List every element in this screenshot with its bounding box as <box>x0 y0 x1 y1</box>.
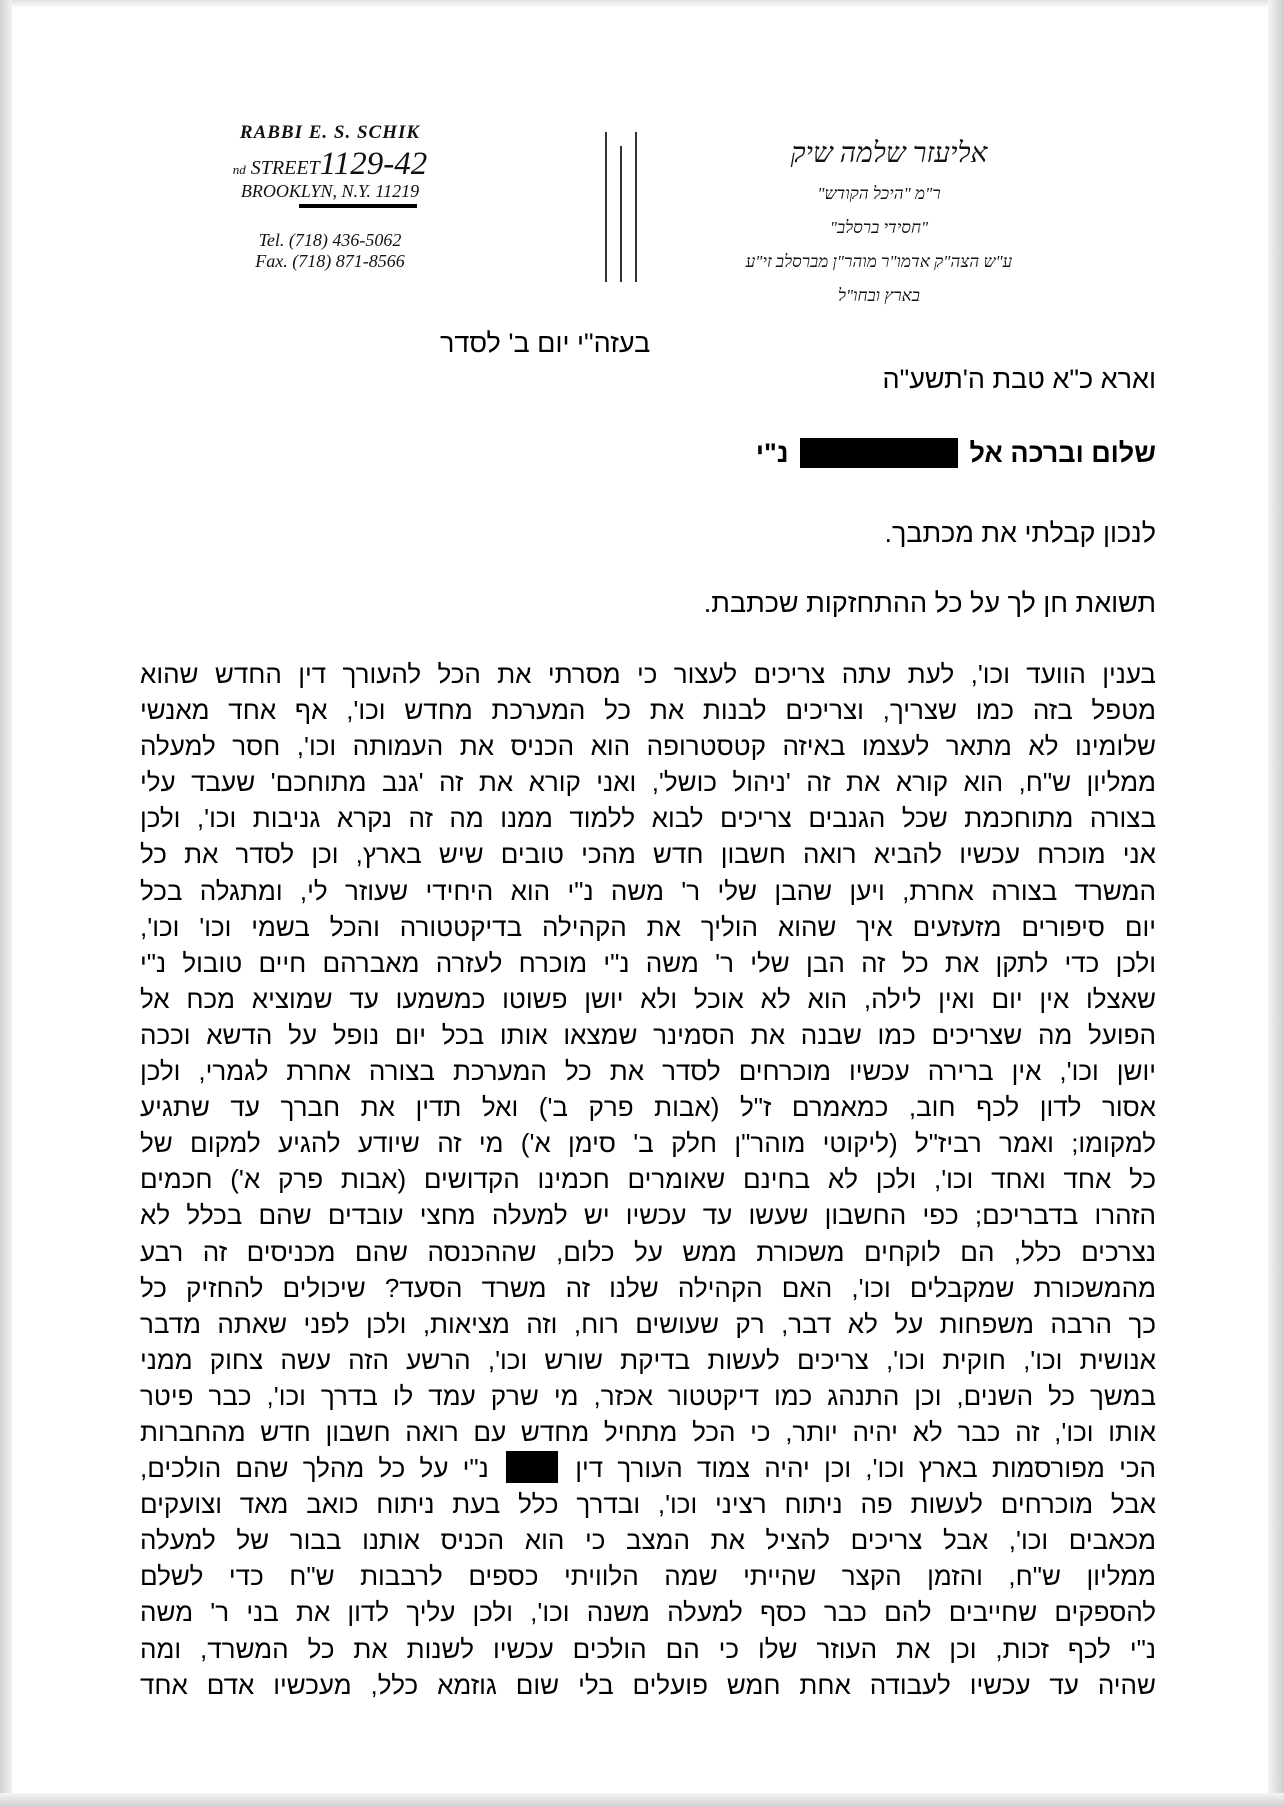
letterhead-hebrew <box>689 138 1069 320</box>
opening-line: לנכון קבלתי את מכתבך. <box>884 518 1156 548</box>
body-line: נ"י לכף זכות, וכן את העוזר שלו כי הם הולכים עכשיו לשנות את כל המשרד, ומה <box>140 1633 1156 1664</box>
divider-line-1 <box>605 132 607 282</box>
body-line: שאצלו אין יום ואין לילה, הוא לא אוכל ולא יושן פשוטו כמשמעו עד שמוציא מכח אל <box>140 983 1156 1014</box>
page-edge-right <box>1268 0 1284 1807</box>
body-line: מכאבים וכו', אבל צריכים להציל את המצב כי הוא הכניס אותנו בבור של למעלה <box>140 1525 1156 1556</box>
body-line: למקומו; ואמר רביז"ל (ליקוטי מוהר"ן חלק ב' סימן א') מי זה שיודע להגיע למקום של <box>140 1128 1156 1159</box>
body-line: שלומינו לא מתאר לעצמו באיזה קטסטרופה הוא הכניס את העמותה וכו', חסר למעלה <box>140 731 1156 762</box>
letterhead-en-street <box>200 146 460 183</box>
body-line: מהמשכורת שמקבלים וכו', האם הקהילה שלנו זה משרד הסעד? שיכולים להחזיק כל <box>140 1272 1156 1303</box>
body-line: להספקים שחייבים להם כבר כסף למעלה משנה וכו', ולכן עליך לדון את בני ר' משה <box>140 1597 1156 1628</box>
body-line-part: נ"י על כל מהלך שהם הולכים, <box>140 1453 489 1484</box>
letterhead-he-line4: בארץ ובחו"ל <box>838 286 920 305</box>
body-line: ולכן כדי לתקן את כל זה הבן שלי ר' משה נ"י מוכרח לעזרה מאברהם חיים טובול נ"י <box>140 947 1156 978</box>
body-line: אבל מוכרחים לעשות פה ניתוח רציני וכו', ובדרך כלל בעת ניתוח כואב מאד וצועקים <box>140 1489 1156 1520</box>
body-line: אסור לדון לכף חוב, כמאמרם ז"ל (אבות פרק ב') ואל תדין את חברך עד שתגיע <box>140 1092 1156 1123</box>
body-line: כך הרבה משפחות על לא דבר, רק שעושים רוח, וזה מציאות, ולכן לפני שאתה מדבר <box>140 1308 1156 1339</box>
page-edge-top <box>0 0 1284 8</box>
street-ordinal: nd <box>232 162 246 177</box>
letterhead-he-line2: "חסידי ברסלב" <box>829 218 929 237</box>
letterhead-he-name: אליעזר שלמה שיק <box>790 138 988 169</box>
body-line: הזהרו בדבריכם; כפי החשבון שעשו עד עכשיו יש למעלה מחצי עובדים שהם בכלל לא <box>140 1200 1156 1231</box>
body-line-part: הכי מפורסמות בארץ וכו', וכן יהיה צמוד העורך דין <box>575 1453 1156 1484</box>
body-line: שהיה עד עכשיו לעבודה אחת חמש פועלים בלי שום גוזמא כלל, מעכשיו אדם אחד <box>140 1669 1156 1700</box>
letterhead-en-city <box>241 181 419 202</box>
letterhead-en-name: RABBI E. S. SCHIK <box>239 122 421 143</box>
body-line: יום סיפורים מזעזעים איך שהוא הוליך את הקהילה בדיקטטורה והכל בשמי וכו' וכו', <box>140 911 1156 942</box>
city-text: BROOKLYN, N.Y. 11219 <box>240 181 420 201</box>
body-line: נצרכים כלל, הם לוקחים משכורת ממש על כלום, שההכנסה שהם מכניסים זה רבע <box>140 1236 1156 1267</box>
letterhead-english <box>200 122 460 272</box>
body-line: כל אחד ואחד וכו', ולכן לא בחינם שאומרים חכמינו הקדושים (אבות פרק א') חכמים <box>140 1164 1156 1195</box>
body-line: מטפל בזה כמו שצריך, וצריכים לבנות את כל המערכת מחדש וכו', אף אחד מאנשי <box>140 695 1156 726</box>
body-line: הפועל מה שצריכים כמו שבנה את הסמינר שמצאו אותו בכל יום נופל על הדשא וככה <box>140 1019 1156 1050</box>
letterhead-en-tel: Tel. (718) 436-5062 <box>258 230 402 250</box>
greeting-suffix: נ"י <box>755 438 789 468</box>
page-edge-left <box>0 0 12 1807</box>
body-line: בצורה מתוחכמת שכל הגנבים צריכים לבוא ללמוד ממנו מה זה נקרא גניבות וכו', ולכן <box>140 803 1156 834</box>
body-line: בענין הוועד וכו', לעת עתה צריכים לעצור כי מסרתי את הכל להעורך דין החדש שהוא <box>140 659 1156 689</box>
divider-line-2 <box>620 146 622 282</box>
body-line: יושן וכו', אין ברירה עכשיו מוכרחים לסדר את כל המערכת בצורה אחרת לגמרי, ולכן <box>140 1056 1156 1087</box>
city-underline-bar <box>299 204 417 208</box>
body-line: ממליון ש"ח, הוא קורא את זה 'ניהול כושל', ואני קורא את זה 'גנב מתוחכם' שעבד עלי <box>140 767 1156 798</box>
street-word: STREET <box>250 157 320 179</box>
letterhead-en-fax: Fax. (718) 871-8566 <box>255 251 405 271</box>
page-edge-bottom <box>0 1793 1284 1807</box>
date-line-2: וארא כ"א טבת ה'תשע"ה <box>882 364 1156 394</box>
body-line: במשך כל השנים, וכן התנהג כמו דיקטטור אכזר, מי שרק עמד לו בדרך וכו', כבר פיטר <box>140 1380 1156 1411</box>
street-number: 1129-42 <box>319 146 428 182</box>
redacted-name-box <box>800 438 958 468</box>
greeting-text: שלום וברכה אל <box>969 438 1156 468</box>
body-line-redacted <box>140 1450 1156 1486</box>
body-line: אנושית וכו', חוקית וכו', צריכים לעשות בדיקת שורש וכו', הרשע הזה עשה צחוק ממני <box>140 1344 1156 1375</box>
letter-body <box>140 656 1156 1703</box>
letterhead-he-line1: ר"מ "היכל הקודש" <box>817 184 941 203</box>
thanks-line: תשואת חן לך על כל ההתחזקות שכתבת. <box>703 588 1156 618</box>
divider-line-3 <box>635 132 637 282</box>
body-line: אני מוכרח עכשיו להביא רואה חשבון חדש מהכי טובים שיש בארץ, וכן לסדר את כל <box>140 839 1156 870</box>
letterhead-he-line3: ע"ש הצה"ק אדמו"ר מוהר"ן מברסלב זי"ע <box>745 252 1013 271</box>
date-line-1: בעזה"י יום ב' לסדר <box>440 328 651 358</box>
body-line: אותו וכו', זה כבר לא יהיה יותר, כי הכל מתחיל מחדש עם רואה חשבון חדש מהחברות <box>140 1416 1156 1447</box>
redacted-lawyer-name-box <box>506 1451 558 1483</box>
greeting <box>756 438 1156 469</box>
body-line: המשרד בצורה אחרת, ויען שהבן שלי ר' משה נ"י הוא היחידי שעוזר לי, ומתגלה בכל <box>140 875 1156 906</box>
body-line: ממליון ש"ח, והזמן הקצר שהייתי שמה הלוויתי כספים לרבבות ש"ח כדי לשלם <box>140 1561 1156 1592</box>
